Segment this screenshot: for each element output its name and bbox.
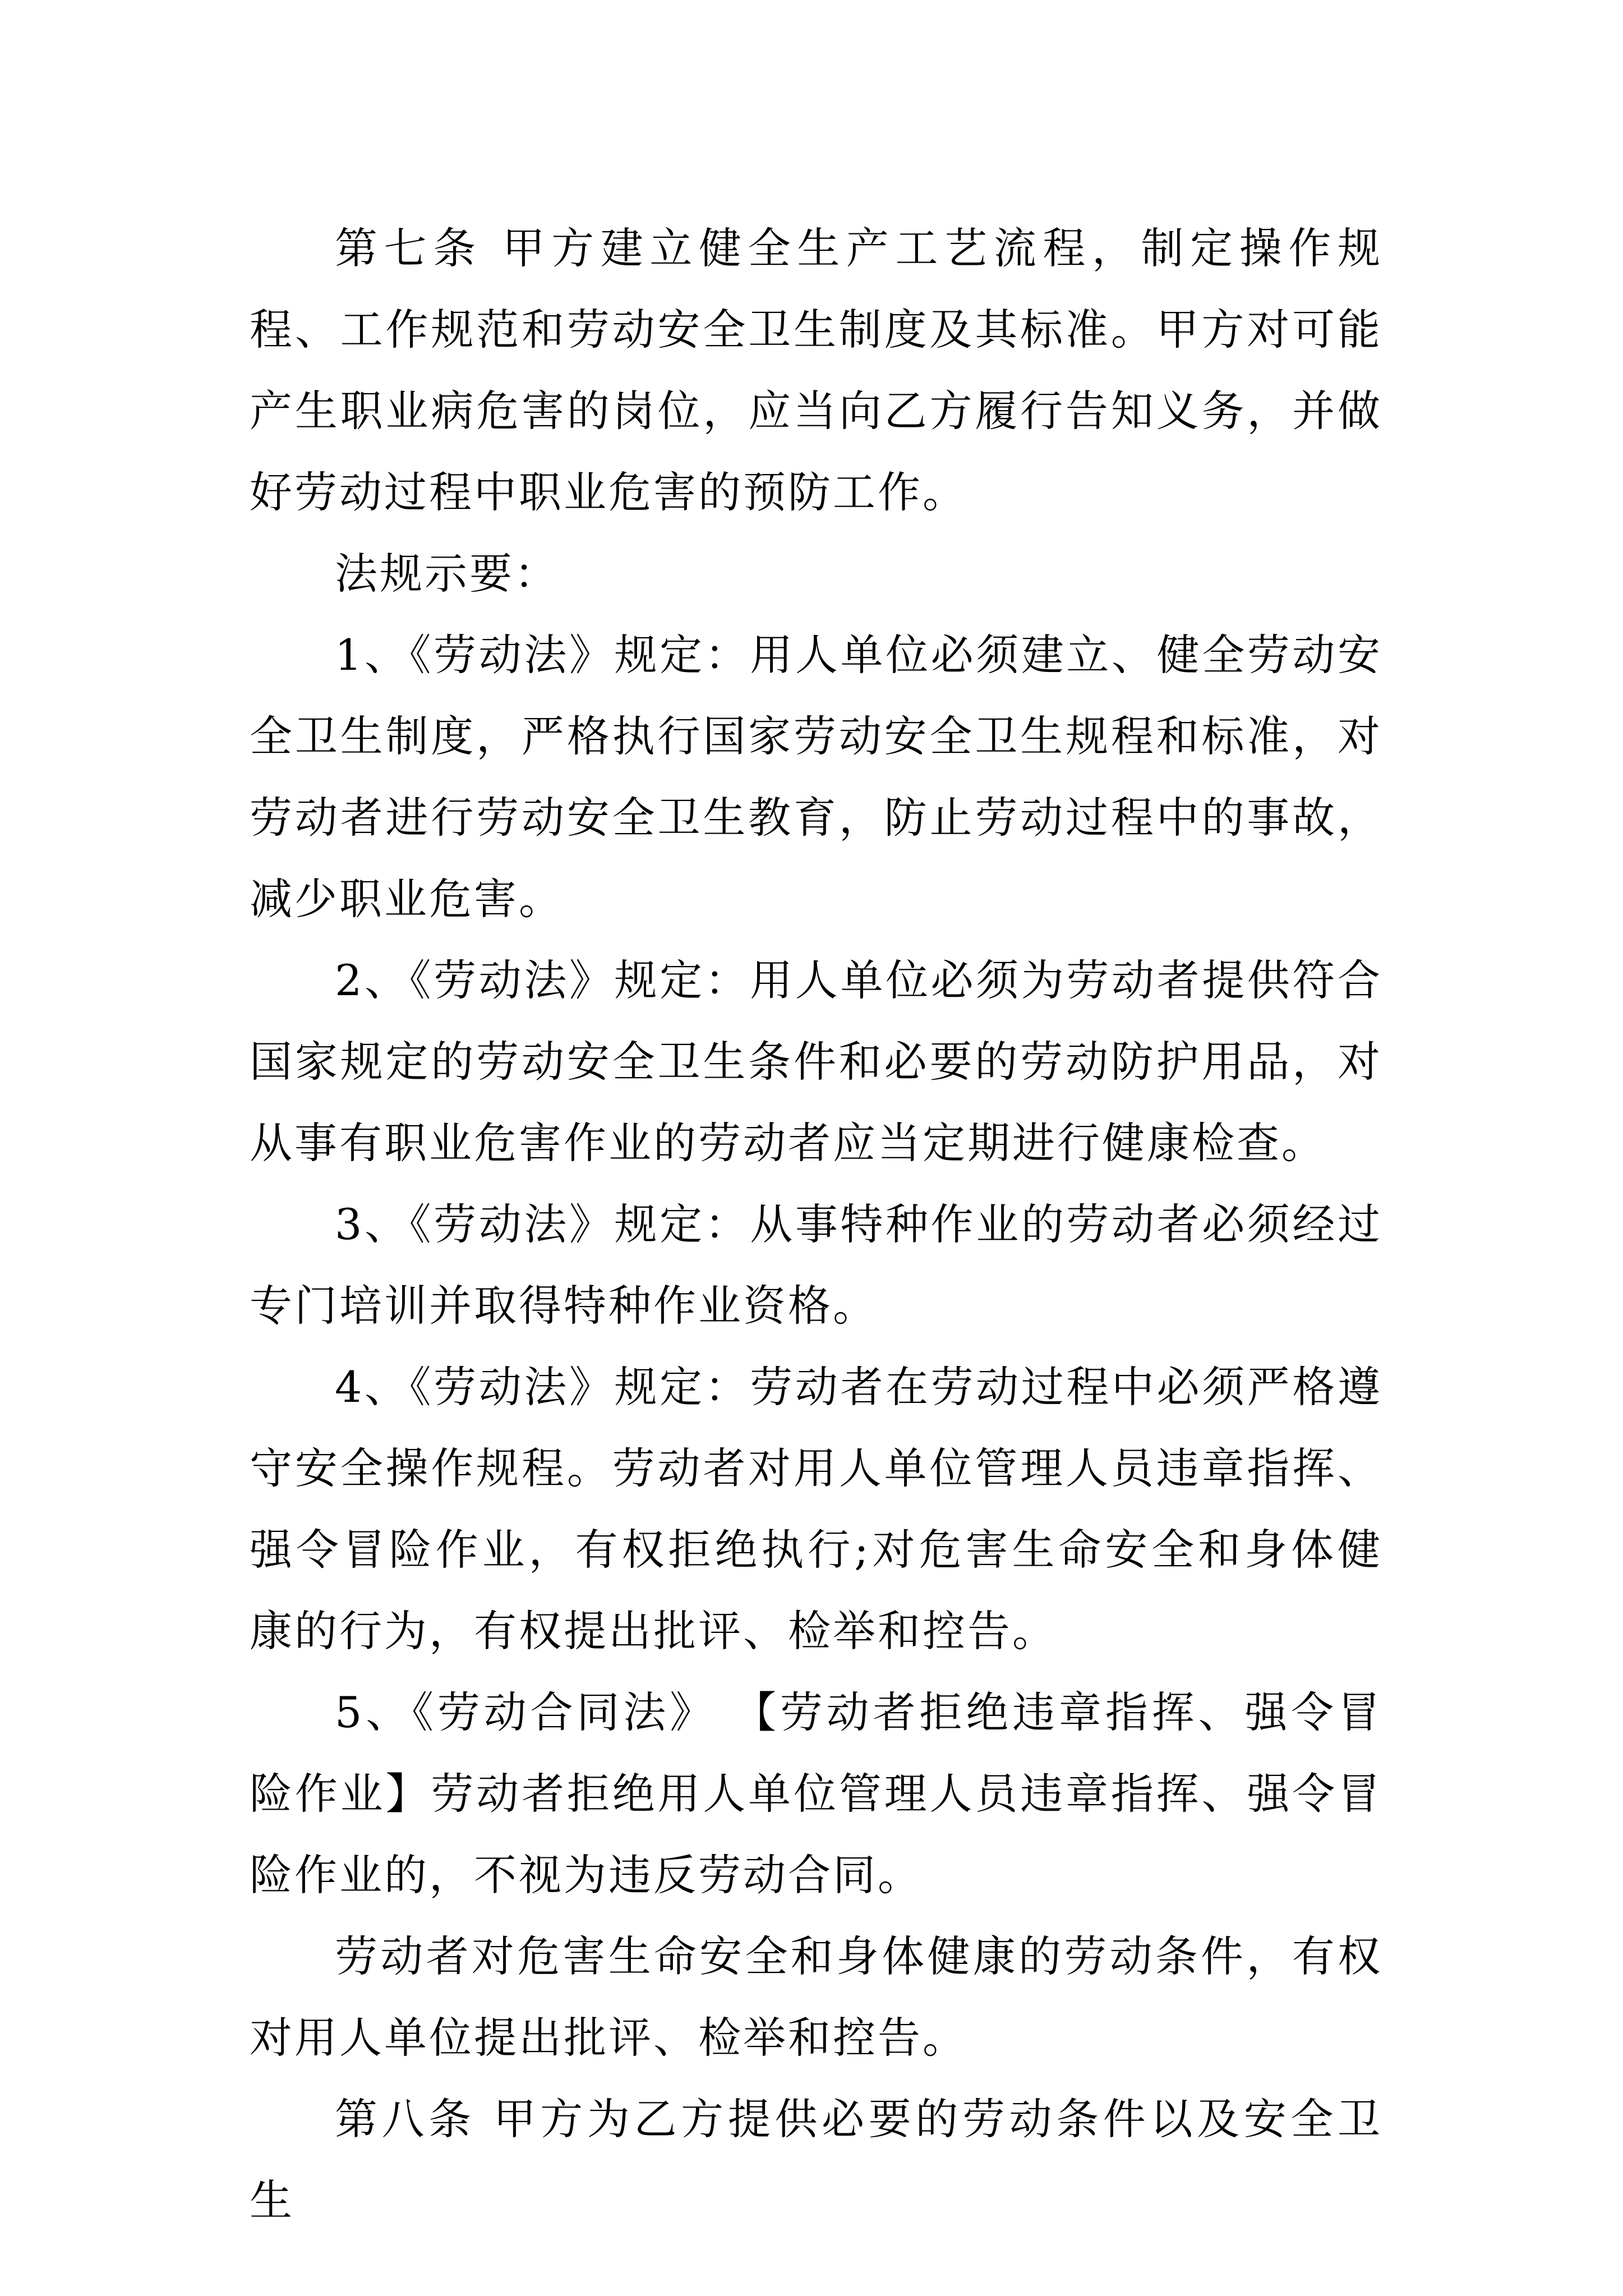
paragraph-article-7: 第七条 甲方建立健全生产工艺流程，制定操作规程、工作规范和劳动安全卫生制度及其标准。甲方对可能产生职业病危害的岗位，应当向乙方履行告知义务，并做好劳动过程中职业危害的预防工作。 — [250, 223, 1382, 517]
paragraph-regulation-5-cont: 劳动者对危害生命安全和身体健康的劳动条件，有权对用人单位提出批评、检举和控告。 — [250, 1931, 1382, 2063]
paragraph-regulation-3: 3、《劳动法》规定：从事特种作业的劳动者必须经过专门培训并取得特种作业资格。 — [250, 1199, 1382, 1331]
paragraph-regulation-5: 5、《劳动合同法》 【劳动者拒绝违章指挥、强令冒险作业】劳动者拒绝用人单位管理人员违章指挥、强令冒险作业的，不视为违反劳动合同。 — [250, 1687, 1382, 1900]
paragraph-regulation-2: 2、《劳动法》规定：用人单位必须为劳动者提供符合国家规定的劳动安全卫生条件和必要的劳动防护用品，对从事有职业危害作业的劳动者应当定期进行健康检查。 — [250, 955, 1382, 1168]
paragraph-regulation-1: 1、《劳动法》规定：用人单位必须建立、健全劳动安全卫生制度，严格执行国家劳动安全卫生规程和标准，对劳动者进行劳动安全卫生教育，防止劳动过程中的事故，减少职业危害。 — [250, 630, 1382, 924]
paragraph-article-8: 第八条 甲方为乙方提供必要的劳动条件以及安全卫生 — [250, 2094, 1382, 2225]
paragraph-regulation-heading: 法规示要： — [335, 549, 559, 599]
document-body — [250, 208, 1382, 2241]
paragraph-regulation-4: 4、《劳动法》规定：劳动者在劳动过程中必须严格遵守安全操作规程。劳动者对用人单位管理人员违章指挥、强令冒险作业，有权拒绝执行;对危害生命安全和身体健康的行为，有权提出批评、检举和控告。 — [250, 1362, 1382, 1656]
